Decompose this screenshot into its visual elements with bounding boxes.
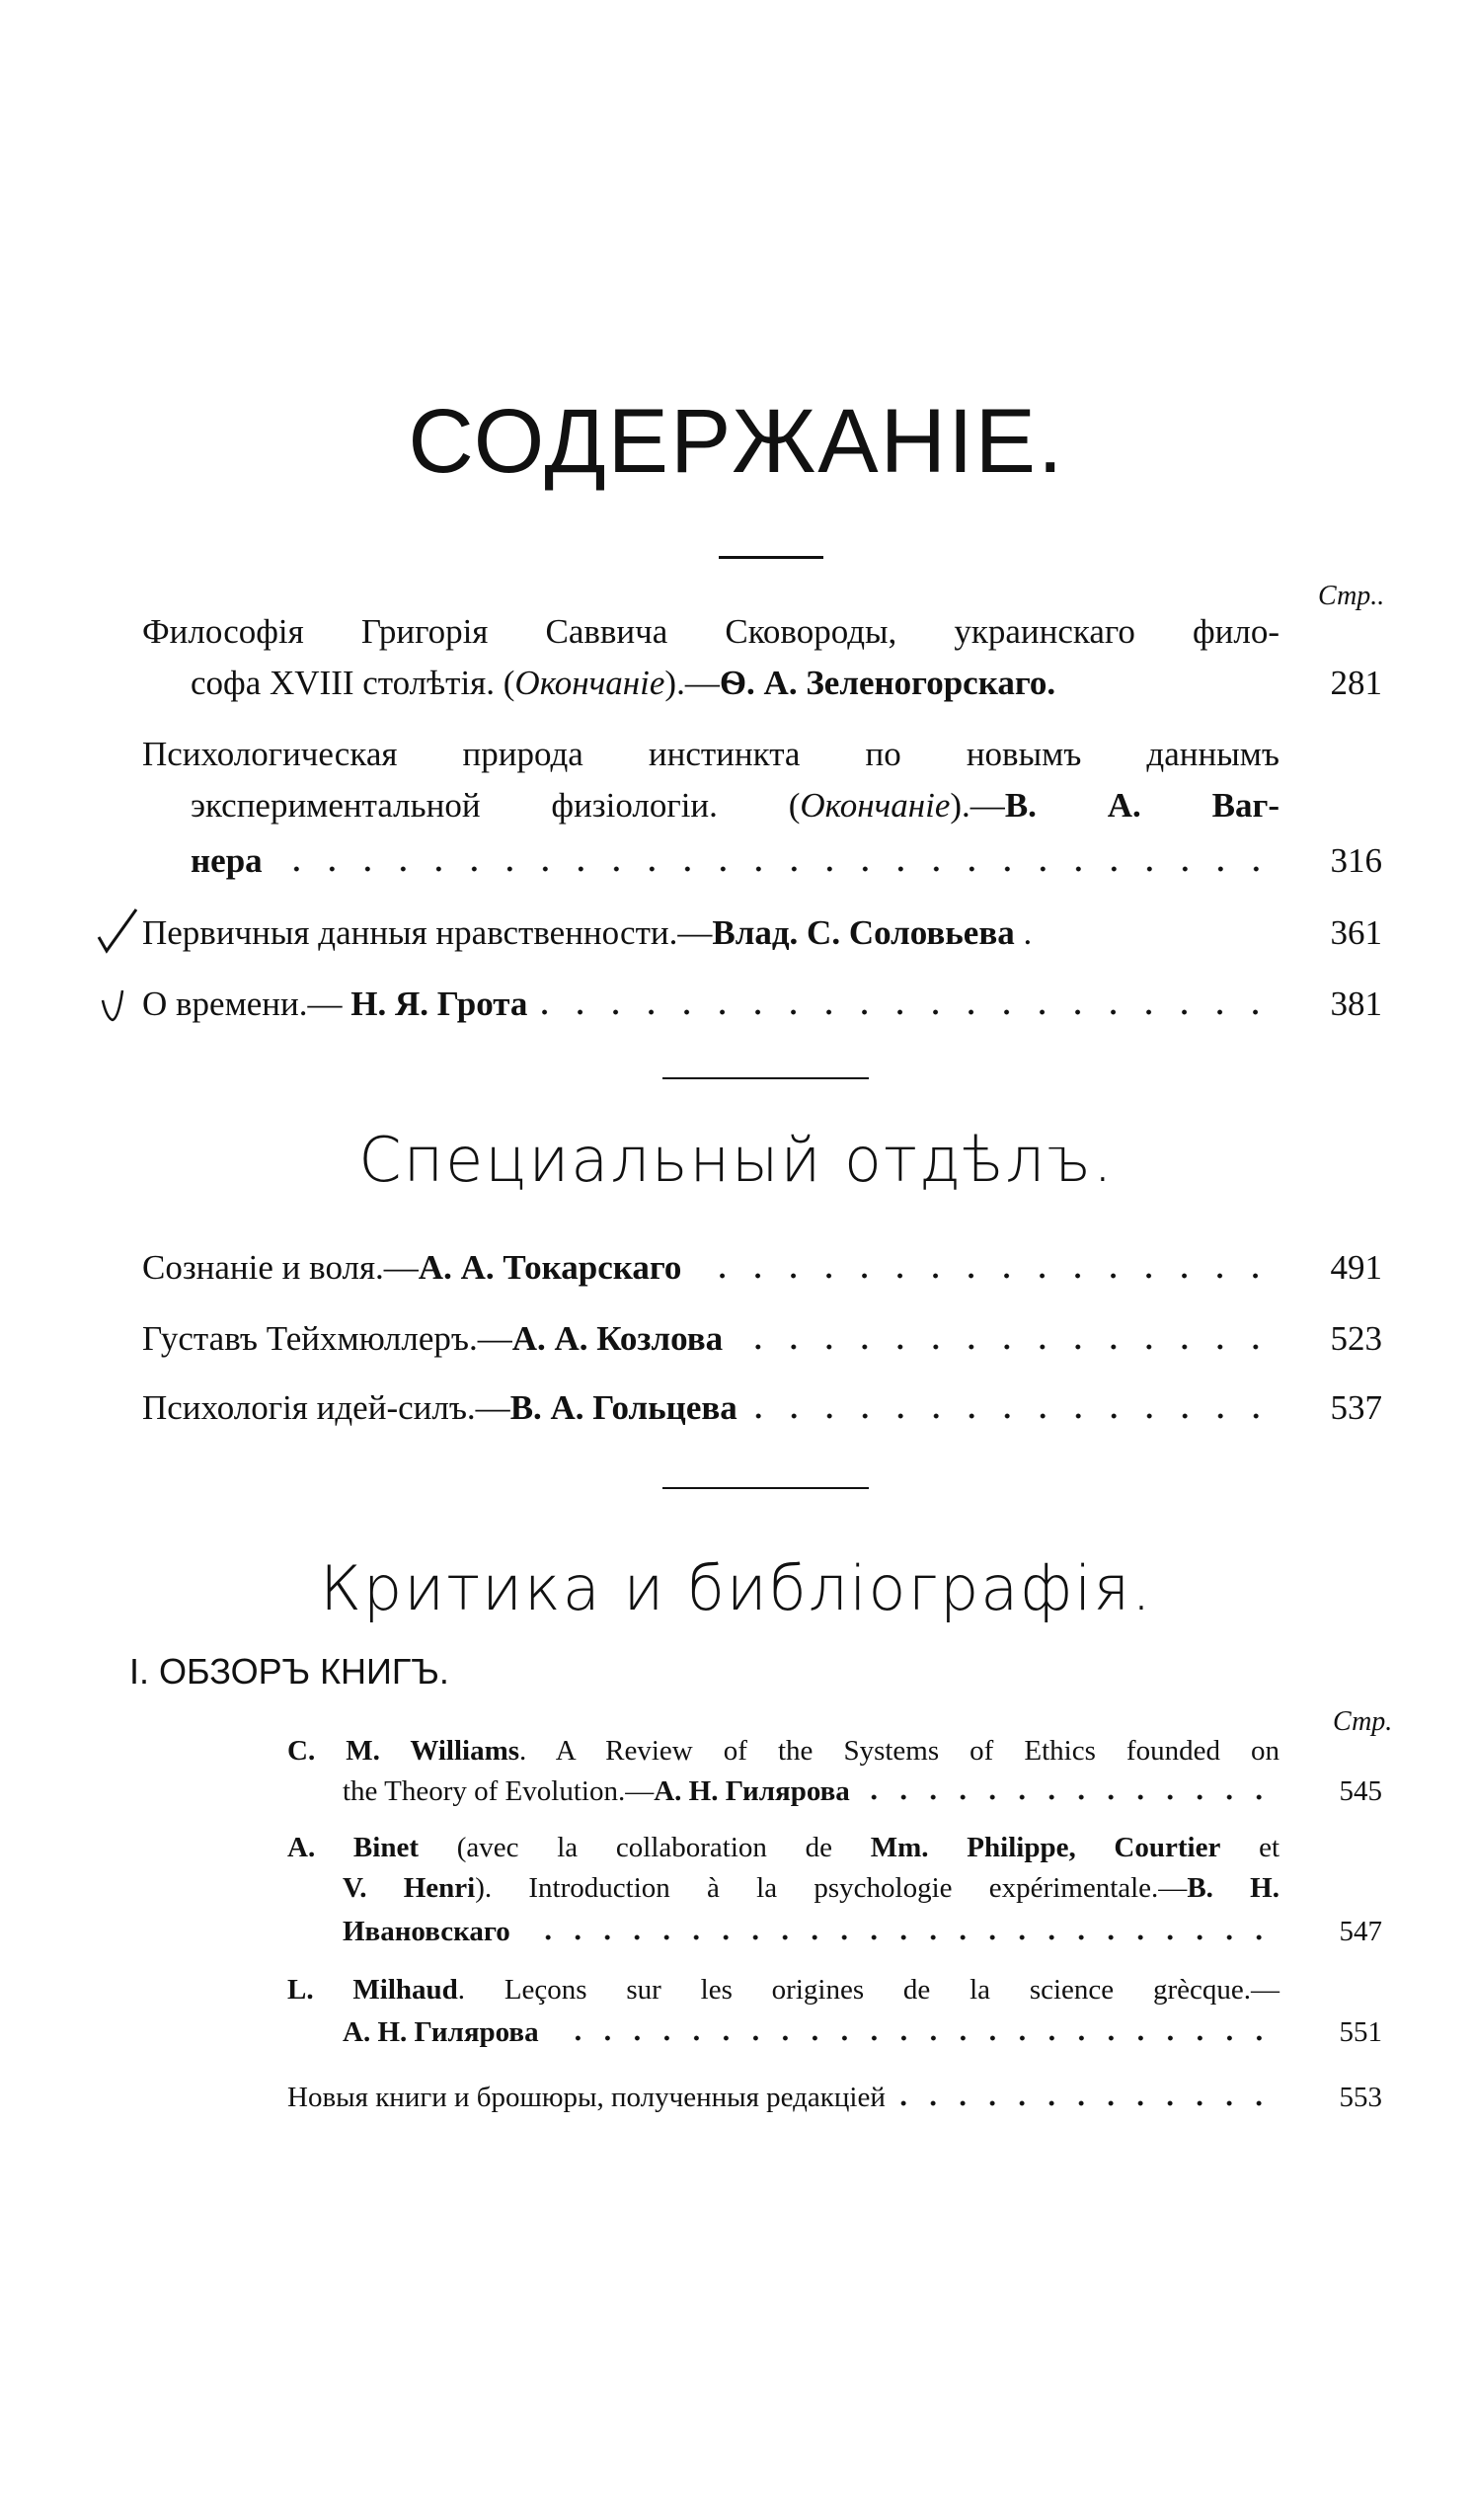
subsection-title: I. ОБЗОРЪ КНИГЪ. — [129, 1651, 449, 1692]
dot-leader — [553, 2035, 1274, 2041]
toc-entry-line — [287, 1832, 1279, 1864]
toc-entry-line — [191, 664, 1279, 703]
author-name: А. А. Козлова — [511, 1319, 724, 1358]
dot-leader — [751, 1413, 1274, 1419]
toc-entry-line — [191, 786, 1279, 826]
dot-leader — [524, 1934, 1274, 1940]
toc-entry-line — [287, 1974, 1279, 2007]
entry-text — [142, 984, 527, 1024]
author-name: Mm. Philippe, Courtier — [870, 1832, 1221, 1863]
title-text: ). Introduction à la psychologie expérimentale.— — [475, 1872, 1188, 1904]
toc-entry-line — [142, 735, 1279, 774]
entry-text — [343, 1872, 1279, 1905]
author-name: В. А. Ваг- — [1004, 786, 1279, 825]
entry-text — [191, 841, 263, 881]
title-text: Первичныя данныя нравственности.— — [142, 913, 713, 952]
italic-note: Окончаніе — [514, 664, 665, 702]
page-title: СОДЕРЖАНІЕ. — [408, 391, 1065, 492]
author-name: А. Н. Гилярова — [654, 1775, 850, 1807]
author-name: L. Milhaud — [287, 1974, 458, 2006]
entry-text — [142, 1319, 723, 1359]
entry-text — [343, 1775, 850, 1808]
author-name: нера — [191, 841, 263, 880]
toc-entry-line — [142, 612, 1279, 652]
page-number: 381 — [1330, 984, 1382, 1023]
page-number: 547 — [1339, 1916, 1382, 1947]
dot-leader — [736, 1344, 1274, 1350]
dot-leader — [695, 1273, 1274, 1279]
toc-entry-line — [142, 984, 1279, 1024]
handwritten-check-icon — [93, 979, 142, 1034]
title-text: Психологическая природа инстинкта по новымъ даннымъ — [142, 735, 1279, 773]
author-name: Н. Я. Грота — [350, 984, 528, 1023]
entry-text — [287, 2082, 886, 2114]
author-name: V. Henri — [343, 1872, 476, 1904]
author-name: В. А. Гольцева — [509, 1388, 737, 1427]
title-text: софа XVIII столѣтія. ( — [191, 664, 515, 702]
title-text: et — [1220, 1832, 1280, 1863]
author-name: Влад. С. Соловьева — [712, 913, 1015, 952]
entry-text — [191, 664, 1055, 703]
entry-text — [142, 1248, 681, 1288]
italic-note: Окончаніе — [800, 786, 951, 825]
page-column-label: Стр.. — [1318, 581, 1385, 611]
toc-entry-line — [343, 1872, 1279, 1905]
page-number: 545 — [1339, 1775, 1382, 1807]
entry-text — [191, 786, 1279, 826]
toc-entry-line — [343, 1775, 1279, 1808]
toc-entry-line — [142, 1248, 1279, 1288]
author-name: А. А. Токарскаго — [418, 1248, 682, 1287]
title-text: Новыя книги и брошюры, полученныя редакціей — [287, 2082, 886, 2113]
entry-text — [287, 1974, 1279, 2007]
title-text: Психологія идей-силъ.— — [142, 1388, 510, 1427]
author-name: Ѳ. А. Зеленогорскаго. — [719, 664, 1056, 702]
divider — [662, 1487, 869, 1489]
entry-text — [287, 1832, 1279, 1864]
toc-entry-line — [142, 1319, 1279, 1359]
title-text: экспериментальной физіологіи. ( — [191, 786, 801, 825]
section-title-critique: Критика и библіографія. — [320, 1552, 1153, 1624]
title-text: (avec la collaboration de — [419, 1832, 871, 1863]
entry-text — [142, 913, 1032, 953]
entry-text — [343, 1916, 510, 1948]
author-name: А. Н. Гилярова — [343, 2016, 539, 2048]
page-number: 281 — [1330, 664, 1382, 702]
author-name: В. Н. — [1187, 1872, 1279, 1904]
entry-text — [142, 612, 1279, 652]
author-name: C. M. Williams — [287, 1735, 520, 1767]
title-text: О времени.— — [142, 984, 351, 1023]
toc-entry-line — [142, 1388, 1279, 1428]
toc-entry-line — [343, 2016, 1279, 2049]
toc-entry-line — [343, 1916, 1279, 1948]
title-text: Философія Григорія Саввича Сковороды, украинскаго фило- — [142, 612, 1279, 651]
entry-text — [142, 1388, 737, 1428]
entry-text — [142, 735, 1279, 774]
title-text: ).— — [664, 664, 720, 702]
page-number: 537 — [1330, 1388, 1382, 1427]
dot-leader — [541, 1009, 1274, 1015]
title-text: . — [1014, 913, 1033, 952]
title-text: . Leçons sur les origines de la science grècque.— — [457, 1974, 1279, 2006]
dot-leader — [276, 866, 1274, 872]
entry-text — [287, 1735, 1279, 1768]
toc-entry-line — [142, 913, 1279, 953]
section-title-special: Специальный отдѣлъ. — [358, 1124, 1115, 1196]
divider — [662, 1077, 869, 1079]
dot-leader — [864, 1794, 1274, 1800]
title-text: Густавъ Тейхмюллеръ.— — [142, 1319, 512, 1358]
page-number: 491 — [1330, 1248, 1382, 1287]
page-number: 316 — [1330, 841, 1382, 880]
entry-text — [343, 2016, 539, 2049]
handwritten-check-icon — [93, 907, 142, 963]
page-column-label: Стр. — [1333, 1706, 1393, 1737]
author-name: Ивановскаго — [343, 1916, 510, 1947]
page-number: 523 — [1330, 1319, 1382, 1358]
toc-entry-line — [287, 1735, 1279, 1768]
author-name: A. Binet — [287, 1832, 419, 1863]
page-number: 553 — [1339, 2082, 1382, 2113]
page-number: 551 — [1339, 2016, 1382, 2048]
dot-leader — [899, 2100, 1274, 2106]
toc-entry-line — [287, 2082, 1279, 2114]
title-text: ).— — [950, 786, 1005, 825]
page-number: 361 — [1330, 913, 1382, 952]
toc-entry-line — [191, 841, 1279, 881]
title-text: Сознаніе и воля.— — [142, 1248, 419, 1287]
title-text: . A Review of the Systems of Ethics founded on — [519, 1735, 1279, 1767]
divider — [719, 556, 823, 559]
title-text: the Theory of Evolution.— — [343, 1775, 655, 1807]
